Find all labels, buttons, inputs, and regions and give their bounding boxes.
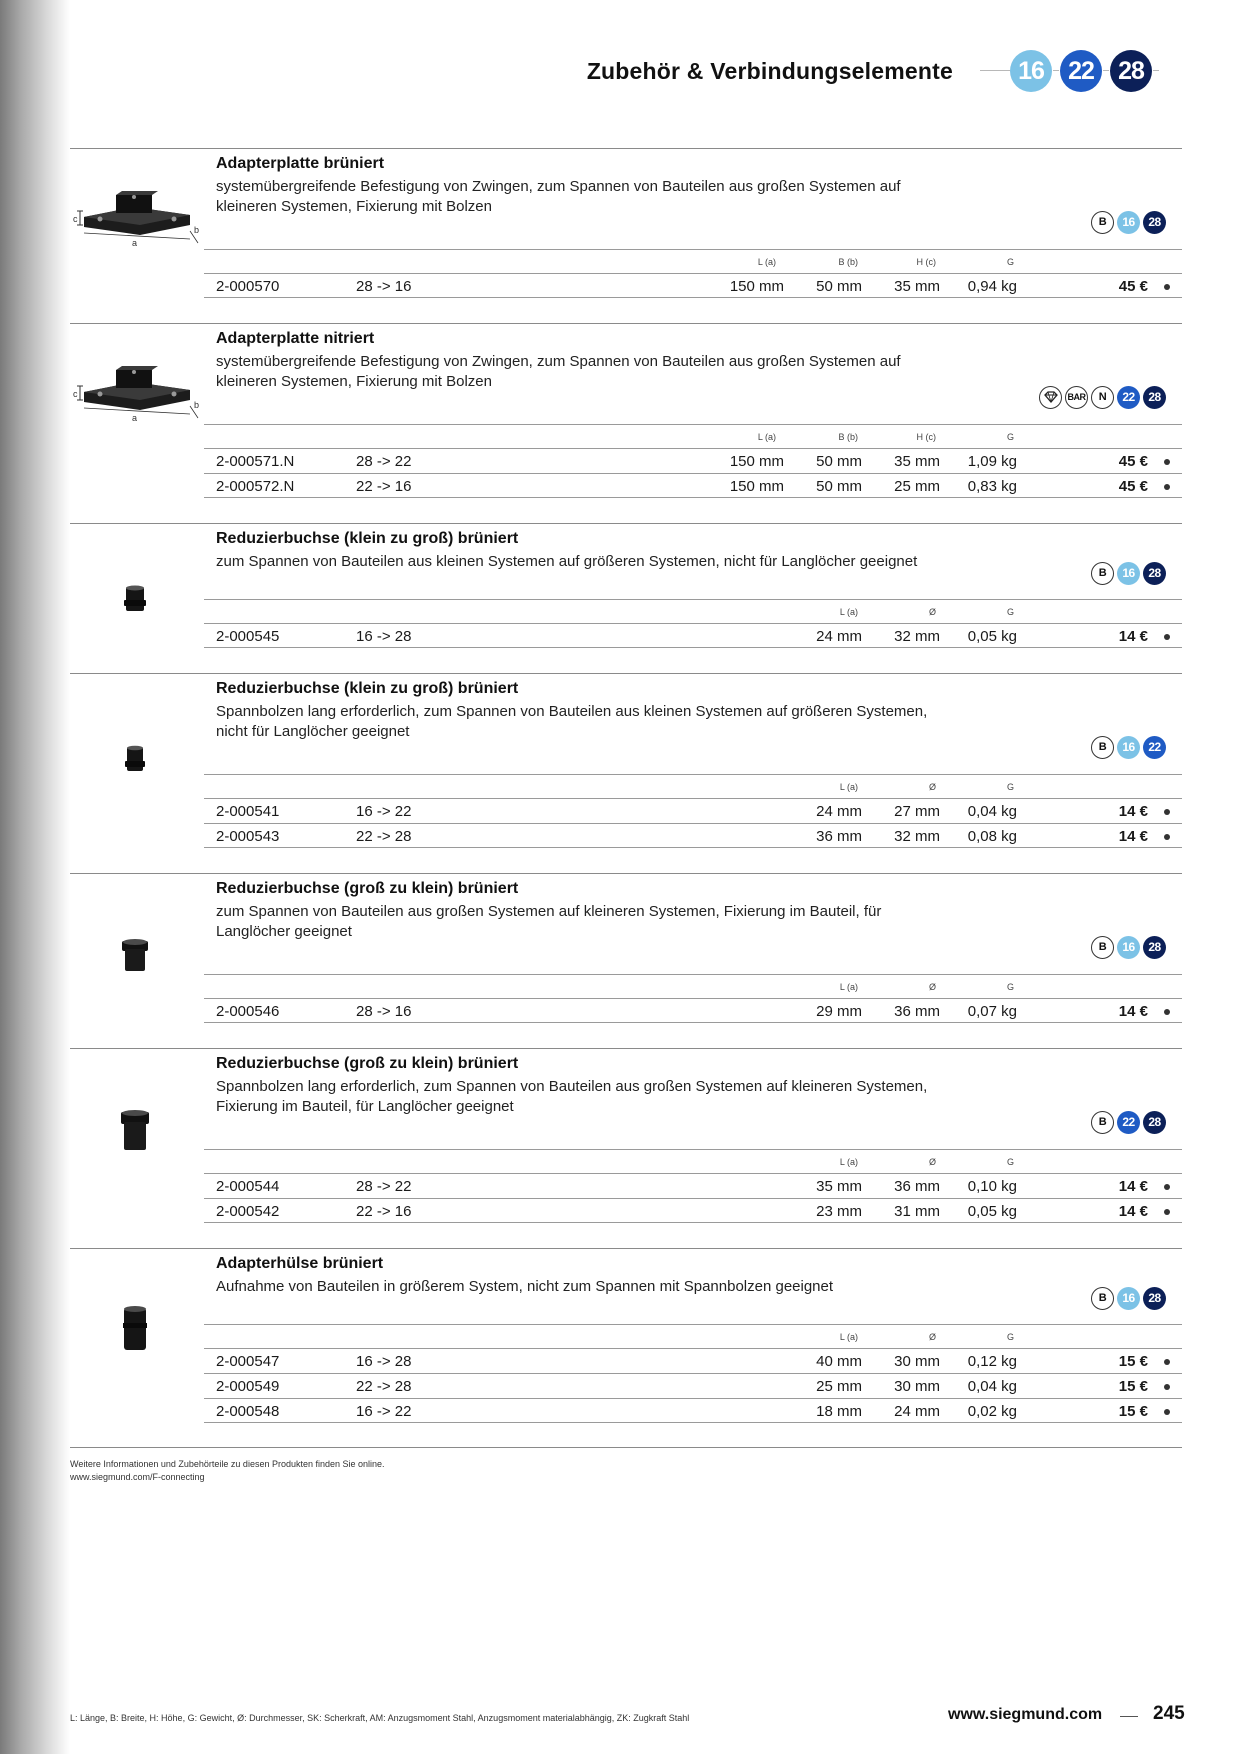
badge-bar: BAR <box>1065 386 1088 409</box>
product-table <box>204 1149 1182 1223</box>
column-header-weight: G <box>1006 1332 1014 1342</box>
product-image <box>70 584 200 614</box>
availability-dot <box>1164 1009 1170 1015</box>
badge-system-16: 16 <box>1117 211 1140 234</box>
dim-label-b: b <box>194 225 200 235</box>
system-conversion: 16 -> 22 <box>356 803 412 820</box>
table-row <box>204 798 1182 823</box>
system-conversion: 28 -> 16 <box>356 1003 412 1020</box>
footer-separator <box>1120 1716 1138 1717</box>
product-image <box>70 189 200 259</box>
badge-system-22: 22 <box>1117 386 1140 409</box>
system-conversion: 28 -> 22 <box>356 1178 412 1195</box>
product-table <box>204 249 1182 298</box>
width-value: 50 mm <box>816 278 862 295</box>
height-value: 25 mm <box>894 478 940 495</box>
length-value: 29 mm <box>816 1003 862 1020</box>
product-title: Reduzierbuchse (groß zu klein) brüniert <box>216 1055 519 1072</box>
badge-system-16: 16 <box>1117 736 1140 759</box>
header-rule <box>1153 70 1159 71</box>
badge-brueniert: B <box>1091 736 1114 759</box>
diameter-value: 36 mm <box>894 1003 940 1020</box>
column-header-weight: G <box>1006 432 1014 442</box>
diameter-value: 32 mm <box>894 628 940 645</box>
column-header-width: B (b) <box>838 432 858 442</box>
product-description: zum Spannen von Bauteilen aus großen Systemen auf kleineren Systemen, Fixierung im Bauteil, für Langlöcher geeignet <box>216 903 882 940</box>
article-number: 2-000571.N <box>216 453 295 470</box>
table-row <box>204 1348 1182 1373</box>
badge-brueniert: B <box>1091 1111 1114 1134</box>
dim-label-a: a <box>132 238 138 248</box>
product-description: Aufnahme von Bauteilen in größerem System, nicht zum Spannen mit Spannbolzen geeignet <box>216 1278 834 1295</box>
price: 15 € <box>1118 1403 1148 1420</box>
diamond-icon <box>1039 386 1062 409</box>
length-value: 150 mm <box>729 453 784 470</box>
more-info-text: Weitere Informationen und Zubehörteile zu diesen Produkten finden Sie online. <box>70 1459 385 1469</box>
price: 45 € <box>1118 478 1148 495</box>
article-number: 2-000572.N <box>216 478 295 495</box>
length-value: 24 mm <box>816 628 862 645</box>
badge-system-16: 16 <box>1117 1287 1140 1310</box>
table-row <box>204 823 1182 848</box>
material-badges <box>1091 936 1166 959</box>
weight-value: 0,12 kg <box>967 1353 1017 1370</box>
website-link[interactable]: www.siegmund.com <box>948 1706 1103 1723</box>
page-number: 245 <box>1153 1703 1185 1724</box>
table-row <box>204 273 1182 298</box>
column-header-weight: G <box>1006 1157 1014 1167</box>
availability-dot <box>1164 809 1170 815</box>
product-block <box>70 148 1182 300</box>
article-number: 2-000542 <box>216 1203 280 1220</box>
column-header-weight: G <box>1006 782 1014 792</box>
system-conversion: 22 -> 28 <box>356 1378 412 1395</box>
availability-dot <box>1164 1209 1170 1215</box>
price: 14 € <box>1118 803 1148 820</box>
bushing-photo <box>70 584 200 614</box>
badge-system-28: 28 <box>1143 386 1166 409</box>
product-description: zum Spannen von Bauteilen aus kleinen Systemen auf größeren Systemen, nicht für Langlöcher geeignet <box>216 553 918 570</box>
availability-dot <box>1164 484 1170 490</box>
column-header-length: L (a) <box>839 1157 858 1167</box>
column-header-length: L (a) <box>839 782 858 792</box>
weight-value: 0,04 kg <box>967 803 1017 820</box>
availability-dot <box>1164 834 1170 840</box>
product-description: Spannbolzen lang erforderlich, zum Spannen von Bauteilen aus kleinen Systemen auf größeren Systemen, nicht für Langlöcher geeignet <box>216 703 928 740</box>
column-header-length: L (a) <box>757 432 776 442</box>
weight-value: 0,07 kg <box>967 1003 1017 1020</box>
product-block <box>70 323 1182 501</box>
article-number: 2-000546 <box>216 1003 280 1020</box>
length-value: 23 mm <box>816 1203 862 1220</box>
column-header-height: H (c) <box>916 257 936 267</box>
price: 14 € <box>1118 1178 1148 1195</box>
badge-brueniert: B <box>1091 211 1114 234</box>
price: 15 € <box>1118 1353 1148 1370</box>
system-badge-22: 22 <box>1060 50 1102 92</box>
product-image <box>70 364 200 434</box>
product-description: Spannbolzen lang erforderlich, zum Spannen von Bauteilen aus großen Systemen auf kleineren Systemen, Fixierung im Bauteil, für Langlöcher geeignet <box>216 1078 928 1115</box>
column-header-length: L (a) <box>839 607 858 617</box>
adapter-plate-drawing <box>70 189 200 259</box>
table-row <box>204 623 1182 648</box>
bushing-photo <box>70 744 200 774</box>
table-header <box>204 1149 1182 1173</box>
article-number: 2-000570 <box>216 278 280 295</box>
table-row <box>204 448 1182 473</box>
badge-system-16: 16 <box>1117 562 1140 585</box>
material-badges <box>1091 562 1166 585</box>
length-value: 150 mm <box>729 478 784 495</box>
product-description: systemübergreifende Befestigung von Zwingen, zum Spannen von Bauteilen aus großen Systemen auf kleineren Systemen, Fixierung mit Bolzen <box>216 353 901 390</box>
product-block <box>70 1048 1182 1226</box>
price: 45 € <box>1118 278 1148 295</box>
diameter-value: 27 mm <box>894 803 940 820</box>
diameter-value: 30 mm <box>894 1353 940 1370</box>
availability-dot <box>1164 1384 1170 1390</box>
badge-brueniert: B <box>1091 562 1114 585</box>
badge-system-28: 28 <box>1143 1287 1166 1310</box>
system-badge-28: 28 <box>1110 50 1152 92</box>
column-header-diameter: Ø <box>928 607 936 617</box>
weight-value: 0,94 kg <box>967 278 1017 295</box>
sleeve-photo <box>70 1305 200 1353</box>
system-conversion: 22 -> 16 <box>356 478 412 495</box>
column-header-diameter: Ø <box>928 782 936 792</box>
product-block <box>70 1248 1182 1448</box>
page-edge-shadow <box>0 0 70 1754</box>
length-value: 18 mm <box>816 1403 862 1420</box>
availability-dot <box>1164 1184 1170 1190</box>
product-title: Reduzierbuchse (klein zu groß) brüniert <box>216 680 519 697</box>
column-header-length: L (a) <box>839 1332 858 1342</box>
table-header <box>204 249 1182 273</box>
product-block <box>70 523 1182 651</box>
table-row <box>204 473 1182 498</box>
availability-dot <box>1164 634 1170 640</box>
height-value: 35 mm <box>894 278 940 295</box>
material-badges <box>1039 386 1166 409</box>
system-conversion: 16 -> 28 <box>356 628 412 645</box>
availability-dot <box>1164 459 1170 465</box>
table-header <box>204 424 1182 448</box>
length-value: 150 mm <box>729 278 784 295</box>
adapter-plate-drawing <box>70 364 200 434</box>
column-header-width: B (b) <box>838 257 858 267</box>
price: 14 € <box>1118 1003 1148 1020</box>
table-header <box>204 1324 1182 1348</box>
diameter-value: 32 mm <box>894 828 940 845</box>
availability-dot <box>1164 1359 1170 1365</box>
header-rule <box>1053 70 1059 71</box>
column-header-diameter: Ø <box>928 982 936 992</box>
system-conversion: 16 -> 28 <box>356 1353 412 1370</box>
dim-label-c: c <box>73 214 78 224</box>
table-row <box>204 1398 1182 1423</box>
availability-dot <box>1164 284 1170 290</box>
system-conversion: 22 -> 28 <box>356 828 412 845</box>
badge-system-28: 28 <box>1143 211 1166 234</box>
price: 14 € <box>1118 828 1148 845</box>
table-row <box>204 1198 1182 1223</box>
material-badges <box>1091 1111 1166 1134</box>
product-table <box>204 974 1182 1023</box>
length-value: 24 mm <box>816 803 862 820</box>
diameter-value: 36 mm <box>894 1178 940 1195</box>
diameter-value: 30 mm <box>894 1378 940 1395</box>
article-number: 2-000547 <box>216 1353 280 1370</box>
price: 14 € <box>1118 628 1148 645</box>
column-header-diameter: Ø <box>928 1332 936 1342</box>
table-row <box>204 998 1182 1023</box>
article-number: 2-000543 <box>216 828 280 845</box>
length-value: 40 mm <box>816 1353 862 1370</box>
column-header-diameter: Ø <box>928 1157 936 1167</box>
weight-value: 0,08 kg <box>967 828 1017 845</box>
weight-value: 0,02 kg <box>967 1403 1017 1420</box>
table-header <box>204 974 1182 998</box>
product-table <box>204 774 1182 848</box>
weight-value: 0,83 kg <box>967 478 1017 495</box>
column-header-weight: G <box>1006 982 1014 992</box>
table-row <box>204 1173 1182 1198</box>
table-row <box>204 1373 1182 1398</box>
article-number: 2-000541 <box>216 803 280 820</box>
header-rule <box>1103 70 1109 71</box>
product-table <box>204 424 1182 498</box>
material-badges <box>1091 1287 1166 1310</box>
header-rule <box>980 70 1010 71</box>
price: 14 € <box>1118 1203 1148 1220</box>
weight-value: 0,05 kg <box>967 1203 1017 1220</box>
badge-system-28: 28 <box>1143 936 1166 959</box>
product-table <box>204 1324 1182 1423</box>
column-header-height: H (c) <box>916 432 936 442</box>
footer-rule <box>70 1447 1182 1448</box>
material-badges <box>1091 736 1166 759</box>
product-image <box>70 744 200 774</box>
product-image <box>70 1305 200 1353</box>
system-conversion: 16 -> 22 <box>356 1403 412 1420</box>
article-number: 2-000549 <box>216 1378 280 1395</box>
width-value: 50 mm <box>816 453 862 470</box>
price: 45 € <box>1118 453 1148 470</box>
bushing-photo <box>70 1109 200 1153</box>
price: 15 € <box>1118 1378 1148 1395</box>
length-value: 36 mm <box>816 828 862 845</box>
material-badges <box>1091 211 1166 234</box>
length-value: 35 mm <box>816 1178 862 1195</box>
product-title: Reduzierbuchse (groß zu klein) brüniert <box>216 880 519 897</box>
product-title: Adapterplatte nitriert <box>216 330 375 347</box>
weight-value: 0,05 kg <box>967 628 1017 645</box>
badge-brueniert: B <box>1091 1287 1114 1310</box>
weight-value: 1,09 kg <box>967 453 1017 470</box>
article-number: 2-000548 <box>216 1403 280 1420</box>
dim-label-a: a <box>132 413 138 423</box>
badge-nitriert: N <box>1091 386 1114 409</box>
diameter-value: 24 mm <box>894 1403 940 1420</box>
product-image <box>70 1109 200 1153</box>
height-value: 35 mm <box>894 453 940 470</box>
product-description: systemübergreifende Befestigung von Zwingen, zum Spannen von Bauteilen aus großen Systemen auf kleineren Systemen, Fixierung mit Bolzen <box>216 178 901 215</box>
dim-label-b: b <box>194 400 200 410</box>
system-conversion: 28 -> 16 <box>356 278 412 295</box>
product-title: Adapterplatte brüniert <box>216 155 385 172</box>
availability-dot <box>1164 1409 1170 1415</box>
bushing-photo <box>70 938 200 974</box>
badge-system-28: 28 <box>1143 562 1166 585</box>
badge-system-16: 16 <box>1117 936 1140 959</box>
article-number: 2-000545 <box>216 628 280 645</box>
product-title: Reduzierbuchse (klein zu groß) brüniert <box>216 530 519 547</box>
weight-value: 0,10 kg <box>967 1178 1017 1195</box>
product-block <box>70 873 1182 1025</box>
product-image <box>70 938 200 974</box>
product-table <box>204 599 1182 648</box>
badge-brueniert: B <box>1091 936 1114 959</box>
width-value: 50 mm <box>816 478 862 495</box>
badge-system-28: 28 <box>1143 1111 1166 1134</box>
table-header <box>204 774 1182 798</box>
system-conversion: 28 -> 22 <box>356 453 412 470</box>
more-info-url[interactable]: www.siegmund.com/F-connecting <box>70 1472 205 1482</box>
system-conversion: 22 -> 16 <box>356 1203 412 1220</box>
product-block <box>70 673 1182 851</box>
badge-system-22: 22 <box>1117 1111 1140 1134</box>
dim-label-c: c <box>73 389 78 399</box>
diameter-value: 31 mm <box>894 1203 940 1220</box>
badge-system-22: 22 <box>1143 736 1166 759</box>
column-header-weight: G <box>1006 607 1014 617</box>
length-value: 25 mm <box>816 1378 862 1395</box>
system-badge-16: 16 <box>1010 50 1052 92</box>
page-title: Zubehör & Verbindungselemente <box>586 58 953 84</box>
column-header-length: L (a) <box>757 257 776 267</box>
weight-value: 0,04 kg <box>967 1378 1017 1395</box>
table-header <box>204 599 1182 623</box>
abbreviation-legend: L: Länge, B: Breite, H: Höhe, G: Gewicht, Ø: Durchmesser, SK: Scherkraft, AM: Anzugsmoment Stahl, Anzugsmoment materialabhängig, ZK: Zugkraft Stahl <box>70 1713 690 1723</box>
product-title: Adapterhülse brüniert <box>216 1255 384 1272</box>
more-info-note <box>70 1458 385 1484</box>
page-header <box>560 50 1185 92</box>
column-header-length: L (a) <box>839 982 858 992</box>
column-header-weight: G <box>1006 257 1014 267</box>
article-number: 2-000544 <box>216 1178 280 1195</box>
